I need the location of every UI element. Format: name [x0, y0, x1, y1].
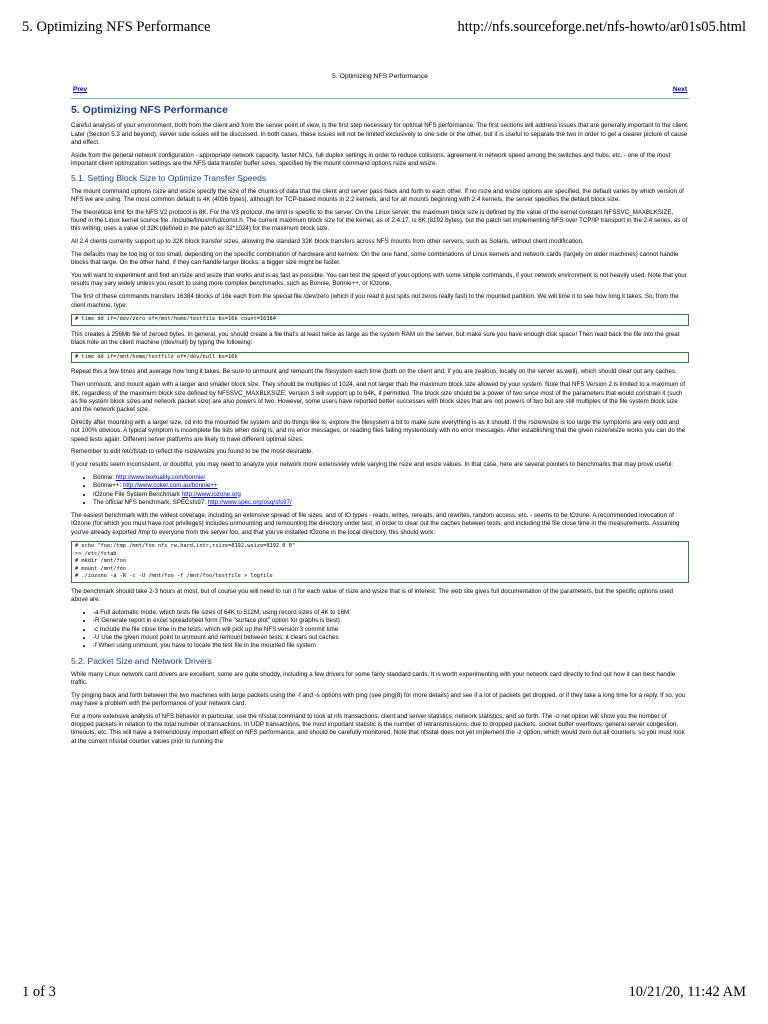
- list-item: • -R Generate report in excel spreadsheet form (The "surface plot" option for graphs is best): [93, 617, 689, 625]
- list-item-label: Bonnie:: [93, 473, 116, 481]
- paragraph: If your results seem inconsistent, or doubtful, you may need to analyze your network more extensively while varying the rsize and wsize values. In that case, here are several pointers to benchmarks that may prove useful:: [71, 461, 674, 469]
- nav-title: 5. Optimizing NFS Performance: [332, 73, 428, 80]
- nav-header: [71, 86, 689, 95]
- benchmark-link-list: [71, 474, 689, 507]
- benchmark-link[interactable]: http://www.textuality.com/bonnie/: [115, 473, 206, 481]
- paragraph: While many Linux network card drivers are excellent, some are quite shoddy, including a few drivers for some fairly standard cards. It is worth experimenting with your network card directly to find out how it can best handle traffic.: [71, 670, 676, 686]
- code-block-iozone: # echo "foo:/tmp /mnt/foo nfs rw,hard,intr,rsize=8192,wsize=8192 0 0" >> /etc/fstab # mkdir /mnt/foo # mount /mnt/foo # ./iozone -a -R -c -U /mnt/foo -f /mnt/foo/testfile > logfile: [71, 541, 689, 583]
- paragraph: The benchmark should take 2-3 hours at most, but of course you will need to run it for each value of rsize and wsize that is of interest. The web site gives full documentation of the parameters, but the specific options used above are:: [71, 587, 674, 604]
- list-item: [93, 491, 689, 499]
- paragraph: The defaults may be too big or too small, depending on the specific combination of hardware and kernels. On the one hand, some combinations of Linux kernels and network cards (largely on older machines) cannot handle blocks that large. On the other hand, if they can handle larger blocks, a bigger size might be faster.: [71, 251, 679, 267]
- list-item: • -c Include the file close time in the tests, which will pick up the NFS version 3 commit time: [93, 626, 689, 634]
- benchmark-link[interactable]: http://www.iozone.org: [181, 490, 241, 498]
- section-heading-5-2: 5.2. Packet Size and Network Drivers: [71, 655, 212, 666]
- list-item: [93, 482, 689, 490]
- print-header-url: http://nfs.sourceforge.net/nfs-howto/ar01s05.html: [457, 19, 746, 35]
- paragraph: Then unmount, and mount again with a larger and smaller block size. They should be multiples of 1024, and not larger than the maximum block size allowed by your system. Note that NFS Version 2 is limited to a maximum of 8K, regardless of the maximum block size defined by NFSSVC_MAXBLKSIZE; Version 3 will support up to 64K, if permitted. The block size should be a power of two since most of the parameters that would constrain it (such as file system block sizes and network packet size) are also powers of two. However, some users have reported better successes with block sizes that are not powers of two but are still multiples of the file system block size and the network packet size.: [71, 381, 686, 414]
- page-title: 5. Optimizing NFS Performance: [71, 104, 228, 117]
- prev-link[interactable]: Prev: [73, 86, 88, 94]
- list-item-label: The official NFS benchmark, SPECsfs97:: [93, 498, 208, 506]
- paragraph: For a more extensive analysis of NFS behavior in particular, use the nfsstat command to look at nfs transactions, client and server statistics, network statistics, and so forth. The -o net option will show you the number of dropped packets in relation to the total number of transactions. In UDP transactions, the most important statistic is the number of retransmissions, due to dropped packets, socket buffer overflows, general server congestion, timeouts, etc. This will have a tremendously important effect on NFS performance, and should be carefully monitored. Note that nfsstat does not yet implement the -z option, which would zero out all counters, so you must look at the current nfsstat counter values prior to running the: [71, 712, 685, 745]
- document-body: [71, 73, 689, 971]
- section-heading-5-1: 5.1. Setting Block Size to Optimize Transfer Speeds: [71, 172, 267, 183]
- next-link[interactable]: Next: [672, 86, 687, 94]
- list-item: • -a Full automatic mode, which tests file sizes of 64K to 512M, using record sizes of 4K to 16M: [93, 609, 689, 617]
- paragraph: The easiest benchmark with the widest coverage, including an extensive spread of file sizes, and of IO types - reads, writes, rereads, and rewrites, random access, etc. - seems to be IOzone. A recommended invocation of IOzone (for which you must have root privileges) includes unmounting and remounting the directory under test, in order to clear out the caches between tests, and including the file close time in the measurements. Assuming you've already exported /tmp to everyone from the server foo, and that you've installed IOzone in the local directory, this should work:: [71, 512, 680, 536]
- paragraph: The first of these commands transfers 16384 blocks of 16k each from the special file /dev/zero (which if you read it just spits out zeros really fast) to the mounted partition. We will time it to see how long it takes. So, from the client machine, type:: [71, 293, 679, 309]
- nav-divider: [71, 98, 689, 99]
- list-item-label: Bonnie++:: [93, 482, 123, 490]
- paragraph: You will want to experiment and find an rsize and wsize that works and is as fast as possible. You can test the speed of your options with some simple commands, if your network environment is not heavily used. Note that your results may vary widely unless you resort to using more complex benchmarks, such as Bonnie, Bonnie++, or IOzone.: [71, 272, 687, 288]
- print-header-title: 5. Optimizing NFS Performance: [22, 19, 211, 35]
- code-block-read-test: # time dd if=/mnt/home/testfile of=/dev/null bs=16k: [71, 352, 689, 364]
- intro-paragraph: Aside from the general network configuration - appropriate network capacity, faster NICs, full duplex settings in order to reduce collisions, agreement in network speed among the switches and hubs, etc. - one of the most important client optimization settings are the NFS data transfer buffer sizes, specified by the mount command options rsize and wsize.: [71, 151, 671, 167]
- paragraph: Repeat this a few times and average how long it takes. Be sure to unmount and remount the filesystem each time (both on the client and, if you are zealous, locally on the server as well), which should clear out any caches.: [71, 368, 677, 376]
- paragraph: Try pinging back and forth between the two machines with large packets using the -f and -s options with ping (see ping(8) for more details) and see if a lot of packets get dropped, or if they take a long time for a reply. If so, you may have a problem with the performance of your network card.: [71, 691, 686, 707]
- paragraph: The theoretical limit for the NFS V2 protocol is 8K. For the V3 protocol, the limit is specific to the server. On the Linux server, the maximum block size is defined by the value of the kernel constant NFSSVC_MAXBLKSIZE, found in the Linux kernel source file ./include/linux/nfsd/const.h. The current maximum block size for the kernel, as of 2.4.17, is 8K (8192 bytes), but the patch set implementing NFS over TCP/IP transport in the 2.4 series, as of this writing, uses a value of 32K (defined in the patch as 32*1024) for the maximum block size.: [71, 208, 688, 233]
- intro-paragraph: Careful analysis of your environment, both from the client and from the server point of view, is the first step necessary for optimal NFS performance. The first sections will address issues that are generally important to the client. Later (Section 5.3 and beyond), server side issues will be discussed. In both cases, these issues will not be limited exclusively to one side or the other, but it is useful to separate the two in order to get a clearer picture of cause and effect.: [71, 122, 689, 146]
- code-block-write-test: # time dd if=/dev/zero of=/mnt/home/testfile bs=16k count=16384: [71, 314, 689, 326]
- paragraph: Remember to edit /etc/fstab to reflect the rsize/wsize you found to be the most desirable.: [71, 448, 314, 456]
- benchmark-link[interactable]: http://www.coker.com.au/bonnie++: [122, 482, 218, 490]
- benchmark-link[interactable]: http://www.spec.org/osg/sfs97/: [207, 498, 292, 506]
- paragraph: This creates a 256Mb file of zeroed bytes. In general, you should create a file that's at least twice as large as the system RAM on the server, but make sure you have enough disk space! Then read back the file into the great black hole on the client machine (/dev/null) by typing the following:: [71, 330, 680, 347]
- list-item: [93, 499, 689, 507]
- print-header: [22, 19, 746, 39]
- list-item: [93, 474, 689, 482]
- print-datetime: 10/21/20, 11:42 AM: [628, 984, 746, 1000]
- paragraph: All 2.4 clients currently support up to 32K block transfer sizes, allowing the standard 32K block transfers across NFS mounts from other servers, such as Solaris, without client modification.: [71, 238, 584, 246]
- page-number: 1 of 3: [22, 984, 56, 1000]
- list-item-label: IOzone File System Benchmark: [93, 490, 182, 498]
- print-footer: [22, 984, 746, 1006]
- paragraph: Directly after mounting with a larger size, cd into the mounted file system and do things like ls, explore the filesystem a bit to make sure everything is as it should. If the rsize/wsize is too large the symptoms are very odd and not 100% obvious. A typical symptom is incomplete file lists when doing ls, and no error messages, or reading files failing mysteriously with no error messages. After establishing that the given rsize/wsize works you can do the speed tests again. Different server platforms are likely to have different optimal sizes.: [71, 418, 686, 443]
- list-item: • -f When using unmount, you have to locate the test file in the mounted file system: [93, 642, 689, 650]
- iozone-options-list: [71, 609, 689, 650]
- paragraph: The mount command options rsize and wsize specify the size of the chunks of data that the client and server pass back and forth to each other. If no rsize and wsize options are specified, the default varies by which version of NFS we are using. The most common default is 4K (4096 bytes), although for TCP-based mounts in 2.2 kernels, and for all mounts beginning with 2.4 kernels, the server specifies the default block size.: [71, 187, 684, 204]
- list-item: • -U Use the given mount point to unmount and remount between tests; it clears out caches: [93, 634, 689, 642]
